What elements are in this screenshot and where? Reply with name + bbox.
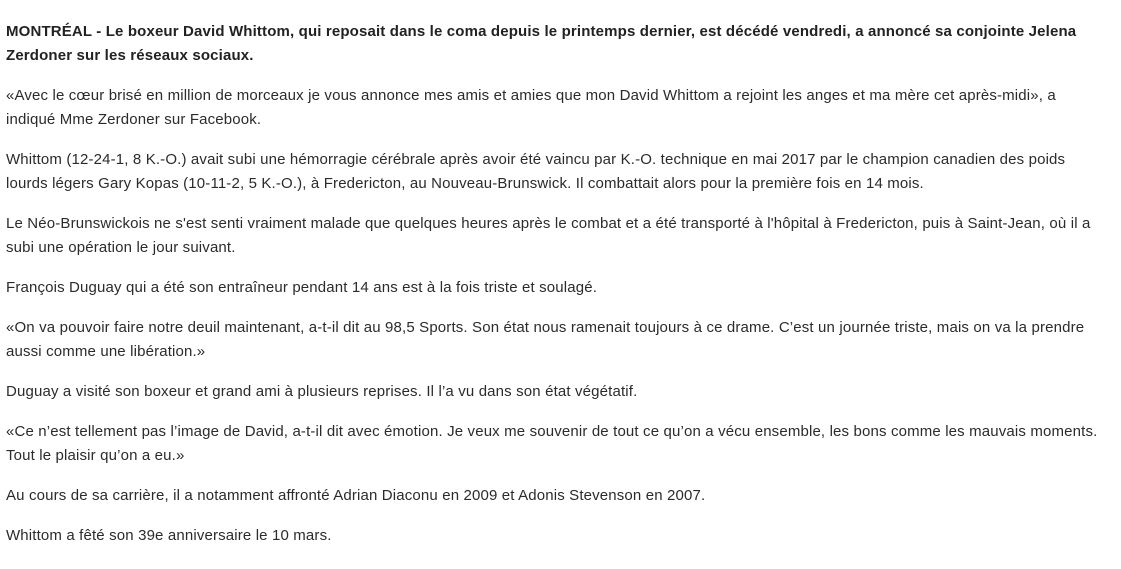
article-lead-paragraph: MONTRÉAL - Le boxeur David Whittom, qui reposait dans le coma depuis le printemps dernier, est décédé vendredi, a annoncé sa conjointe Jelena Zerdoner sur les réseaux sociaux. — [6, 23, 1077, 64]
article-paragraph: Au cours de sa carrière, il a notamment affronté Adrian Diaconu en 2009 et Adonis Stevenson en 2007. — [6, 487, 706, 504]
article-paragraph: «On va pouvoir faire notre deuil maintenant, a-t-il dit au 98,5 Sports. Son état nous ramenait toujours à ce drame. C’est un journée triste, mais on va la prendre aussi comme une libération.» — [6, 319, 1085, 360]
article-paragraph: Whittom (12-24-1, 8 K.-O.) avait subi une hémorragie cérébrale après avoir été vaincu par K.-O. technique en mai 2017 par le champion canadien des poids lourds légers Gary Kopas (10-11-2, 5 K.-O.), à Fredericton, au Nouveau-Brunswick. Il combattait alors pour la première fois en 14 mois. — [6, 151, 1066, 192]
article-paragraph: «Ce n’est tellement pas l’image de David, a-t-il dit avec émotion. Je veux me souvenir de tout ce qu’on a vécu ensemble, les bons comme les mauvais moments. Tout le plaisir qu’on a eu.» — [6, 423, 1098, 464]
article-paragraph: Whittom a fêté son 39e anniversaire le 10 mars. — [6, 527, 332, 544]
article-paragraph: François Duguay qui a été son entraîneur pendant 14 ans est à la fois triste et soulagé. — [6, 279, 598, 296]
article-paragraph: «Avec le cœur brisé en million de morceaux je vous annonce mes amis et amies que mon David Whittom a rejoint les anges et ma mère cet après-midi», a indiqué Mme Zerdoner sur Facebook. — [6, 87, 1056, 128]
article-paragraph: Duguay a visité son boxeur et grand ami à plusieurs reprises. Il l’a vu dans son état végétatif. — [6, 383, 638, 400]
article-paragraph: Le Néo-Brunswickois ne s'est senti vraiment malade que quelques heures après le combat et a été transporté à l'hôpital à Fredericton, puis à Saint-Jean, où il a subi une opération le jour suivant. — [6, 215, 1091, 256]
